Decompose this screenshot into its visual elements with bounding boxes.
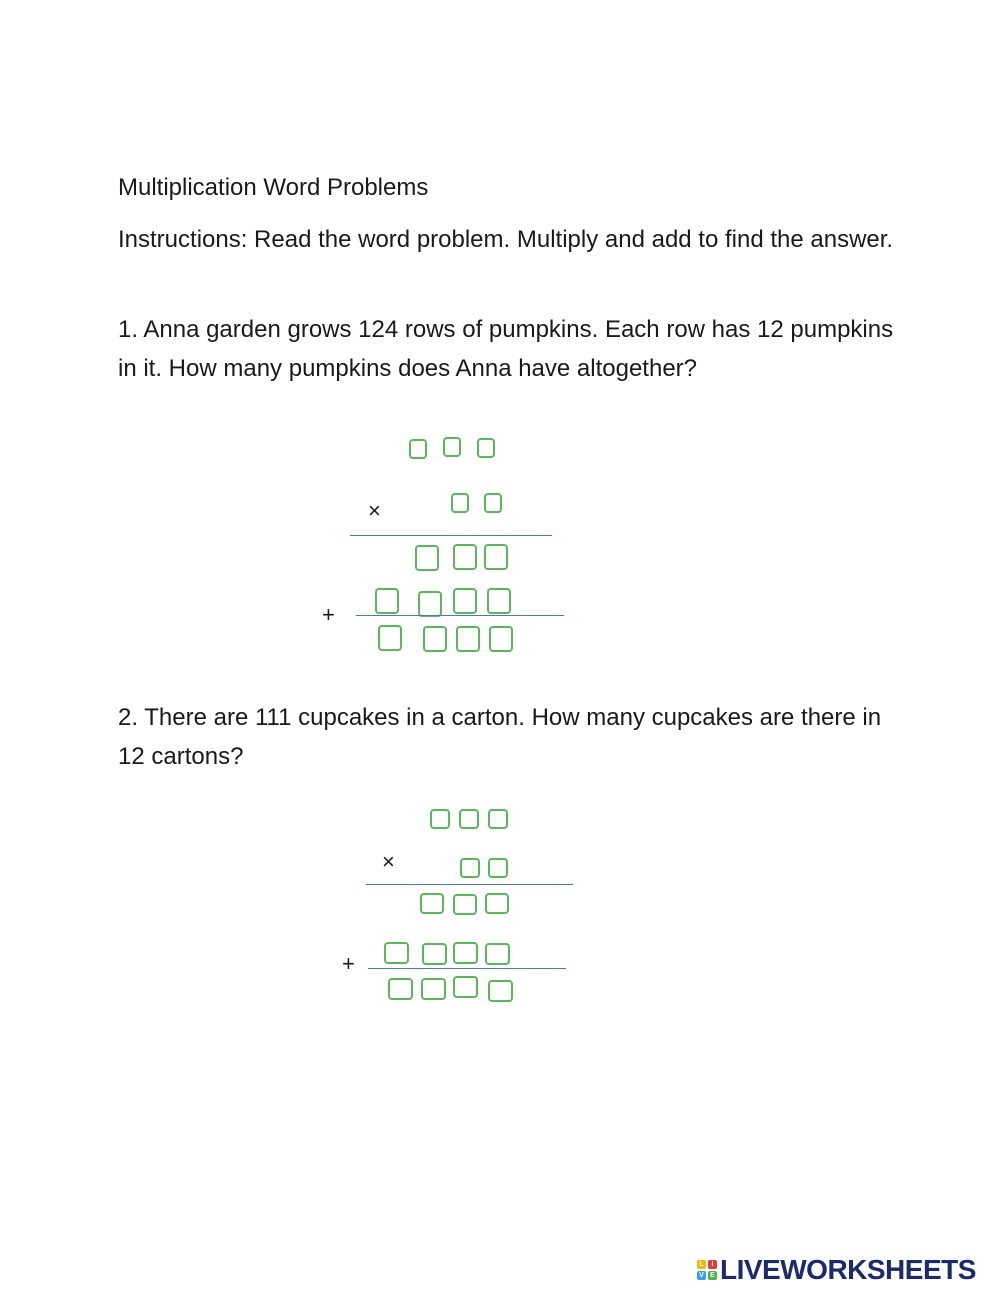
answer-box[interactable] <box>487 588 511 614</box>
plus-sign: + <box>322 602 335 627</box>
answer-box[interactable] <box>488 809 508 829</box>
answer-box[interactable] <box>453 894 477 915</box>
liveworksheets-logo <box>697 1254 976 1286</box>
answer-box[interactable] <box>415 545 439 571</box>
answer-box[interactable] <box>488 980 513 1002</box>
product-rule-line <box>366 884 573 885</box>
answer-box[interactable] <box>485 893 509 914</box>
instructions-text: Instructions: Read the word problem. Multiply and add to find the answer. <box>118 226 894 253</box>
answer-box[interactable] <box>456 626 480 652</box>
answer-box[interactable] <box>484 544 508 570</box>
answer-box[interactable] <box>420 893 444 914</box>
answer-box[interactable] <box>451 493 469 513</box>
sum-rule-line <box>356 615 564 616</box>
answer-box[interactable] <box>423 626 447 652</box>
answer-box[interactable] <box>388 978 413 1000</box>
product-rule-line <box>350 535 552 536</box>
worksheet-title: Multiplication Word Problems <box>118 174 429 201</box>
answer-box[interactable] <box>460 858 480 878</box>
answer-box[interactable] <box>459 809 479 829</box>
answer-box[interactable] <box>409 439 427 459</box>
answer-box[interactable] <box>430 809 450 829</box>
answer-box[interactable] <box>453 942 478 964</box>
answer-box[interactable] <box>421 978 446 1000</box>
answer-box[interactable] <box>453 588 477 614</box>
answer-box[interactable] <box>453 976 478 998</box>
answer-box[interactable] <box>422 943 447 965</box>
logo-mark-icon: L I V E <box>697 1260 717 1280</box>
problem-2-text: 2. There are 111 cupcakes in a carton. How many cupcakes are there in 12 cartons? <box>118 704 882 770</box>
answer-box[interactable] <box>477 438 495 458</box>
answer-box[interactable] <box>453 544 477 570</box>
plus-sign: + <box>342 951 355 976</box>
answer-box[interactable] <box>485 943 510 965</box>
answer-box[interactable] <box>443 437 461 457</box>
answer-box[interactable] <box>375 588 399 614</box>
answer-box[interactable] <box>488 858 508 878</box>
times-sign: × <box>368 498 381 523</box>
logo-text: LIVEWORKSHEETS <box>720 1254 976 1285</box>
answer-box[interactable] <box>384 942 409 964</box>
problem-1-text: 1. Anna garden grows 124 rows of pumpkins. Each row has 12 pumpkins in it. How many pumpkins does Anna have altogether? <box>118 316 894 382</box>
answer-box[interactable] <box>418 591 442 617</box>
answer-box[interactable] <box>489 626 513 652</box>
answer-box[interactable] <box>484 493 502 513</box>
sum-rule-line <box>368 968 566 969</box>
answer-box[interactable] <box>378 625 402 651</box>
times-sign: × <box>382 849 395 874</box>
